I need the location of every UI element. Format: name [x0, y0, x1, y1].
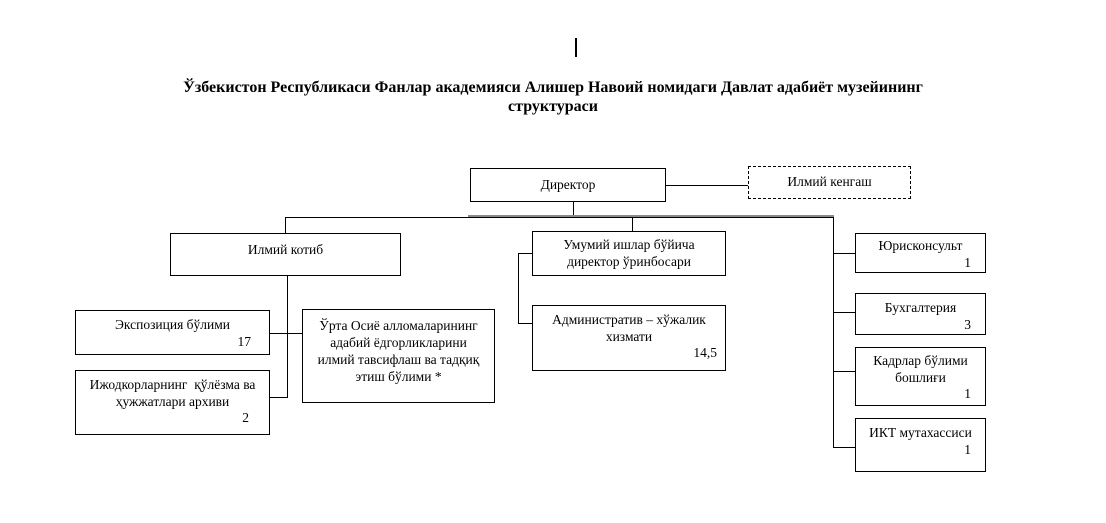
box-buxgalteriya-label: Бухгалтерия — [884, 300, 957, 315]
box-ijodkorlar-count: 2 — [242, 410, 249, 425]
box-administrativ-line-2: хизмати — [605, 328, 653, 344]
box-director-label: Директор — [540, 177, 596, 192]
box-buxgalteriya — [855, 293, 986, 335]
connector-main-horizontal — [285, 217, 834, 218]
box-ikt — [855, 418, 986, 472]
connector-kotib-vertical — [287, 276, 288, 398]
connector-stub-kadrlar — [833, 371, 855, 372]
box-ikt-count: 1 — [964, 441, 971, 457]
box-administrativ — [532, 305, 726, 371]
box-urta-osiyo-line-4: этиш бўлими * — [355, 369, 442, 384]
box-kadrlar — [855, 347, 986, 406]
box-urta-osiyo-line-2: адабий ёдгорликларини — [330, 335, 467, 350]
box-yuriskonsult-count: 1 — [964, 254, 971, 270]
box-ilmiy-kotib-label: Илмий котиб — [247, 242, 324, 257]
box-ilmiy-kotib — [170, 233, 401, 276]
box-director — [470, 168, 666, 202]
box-yuriskonsult-label: Юрисконсульт — [878, 238, 963, 253]
page-title — [0, 78, 1106, 116]
connector-stub-buxgalteriya — [833, 312, 855, 313]
box-umumiy-line-1: Умумий ишлар бўйича — [563, 237, 695, 252]
connector-director-kengash — [665, 185, 748, 186]
box-ikt-label: ИКТ мутахассиси — [869, 425, 972, 440]
connector-right-vertical — [833, 217, 834, 448]
connector-umumiy-admin-vertical — [518, 253, 519, 324]
box-administrativ-line-1: Административ – хўжалик — [552, 312, 706, 327]
box-urta-osiyo-line-3: илмий тавсифлаш ва тадқиқ — [317, 352, 480, 367]
connector-umumiy-stub — [518, 253, 532, 254]
box-umumiy-line-2: директор ўринбосари — [567, 253, 691, 269]
text-cursor-mark — [575, 38, 577, 57]
box-ekspozitsiya-label: Экспозиция бўлими — [114, 317, 231, 332]
page-title-line-1: Ўзбекистон Республикаси Фанлар академияси Алишер Навоий номидаги Давлат адабиёт музейининг — [183, 79, 923, 96]
connector-main-horizontal-gray — [468, 215, 834, 217]
box-kadrlar-line-1: Кадрлар бўлими — [873, 353, 968, 368]
box-urta-osiyo — [302, 309, 495, 403]
box-buxgalteriya-count: 3 — [964, 316, 971, 332]
box-ekspozitsiya — [75, 310, 270, 355]
page-title-line-2: структураси — [508, 98, 598, 115]
box-ekspozitsiya-count: 17 — [237, 333, 251, 349]
box-kadrlar-line-2: бошлиғи — [895, 369, 946, 385]
box-yuriskonsult — [855, 233, 986, 273]
box-urta-osiyo-line-1: Ўрта Осиё алломаларининг — [319, 318, 478, 333]
box-administrativ-count: 14,5 — [693, 345, 717, 360]
connector-stub-ikt — [833, 447, 855, 448]
box-ijodkorlar — [75, 370, 270, 435]
connector-stub-yuriskonsult — [833, 253, 855, 254]
box-ilmiy-kengash-label: Илмий кенгаш — [787, 174, 872, 189]
connector-drop-umumiy — [632, 217, 633, 231]
box-umumiy — [532, 231, 726, 276]
box-ilmiy-kengash — [748, 166, 911, 199]
connector-stub-ijodkorlar — [270, 397, 288, 398]
box-kadrlar-count: 1 — [964, 386, 971, 401]
connector-stub-ekspozitsiya-urta — [270, 333, 302, 334]
box-ijodkorlar-line-1: Ижодкорларнинг қўлёзма ва — [89, 377, 256, 392]
box-ijodkorlar-line-2: ҳужжатлари архиви — [115, 393, 230, 409]
connector-admin-stub — [518, 323, 532, 324]
connector-drop-ilmiy-kotib — [285, 217, 286, 233]
